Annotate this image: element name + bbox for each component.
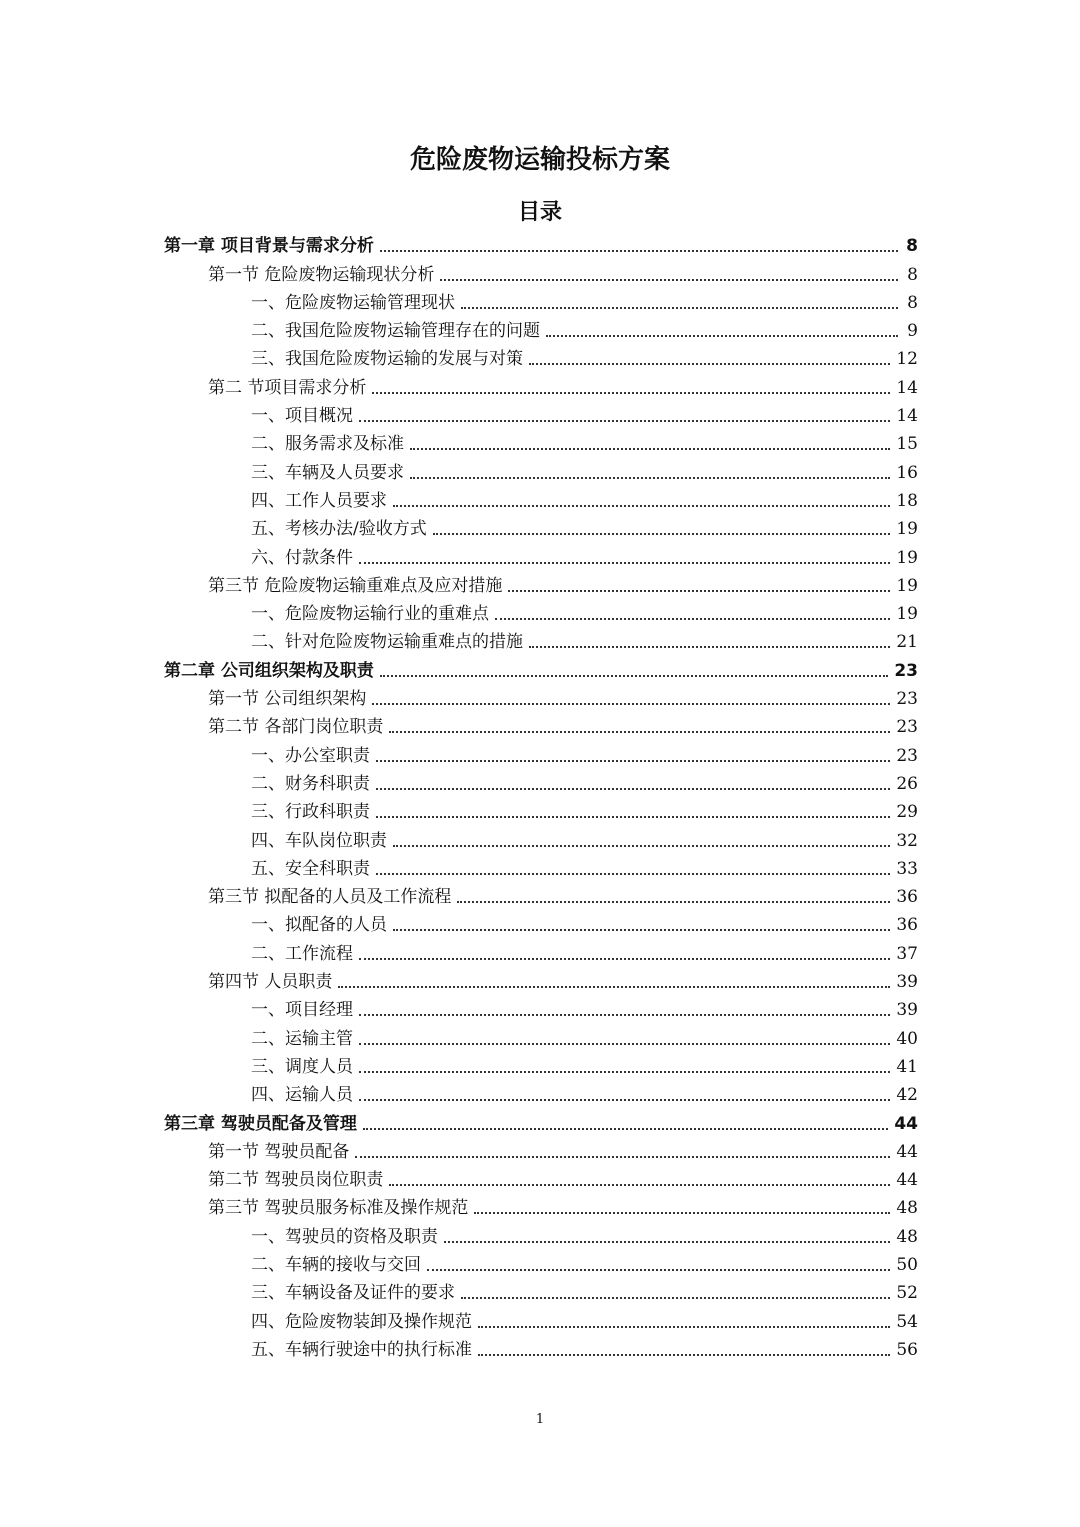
toc-dot-leader	[359, 1014, 890, 1016]
toc-entry-title: 第二章 公司组织架构及职责	[164, 660, 374, 681]
toc-entry-title: 三、车辆设备及证件的要求	[251, 1283, 455, 1304]
toc-entry-level-3[interactable]	[164, 1336, 918, 1364]
toc-entry-page: 21	[896, 632, 918, 653]
toc-entry-page: 54	[896, 1311, 918, 1332]
toc-entry-title: 二、服务需求及标准	[251, 434, 404, 455]
toc-entry-level-2[interactable]	[164, 883, 918, 911]
toc-entry-title: 第三节 危险废物运输重难点及应对措施	[208, 575, 503, 596]
toc-dot-leader	[376, 873, 890, 875]
toc-dot-leader	[444, 1241, 890, 1243]
toc-entry-level-3[interactable]	[164, 855, 918, 883]
toc-heading: 目录	[517, 200, 562, 225]
toc-entry-page: 8	[906, 236, 918, 257]
toc-entry-title: 三、车辆及人员要求	[251, 462, 404, 483]
toc-entry-title: 第四节 人员职责	[208, 972, 333, 993]
toc-entry-page: 44	[894, 1113, 918, 1134]
toc-dot-leader	[461, 307, 898, 309]
toc-entry-level-3[interactable]	[164, 741, 918, 769]
page-number: 1	[535, 1412, 545, 1427]
toc-dot-leader	[359, 958, 890, 960]
toc-entry-title: 第三节 拟配备的人员及工作流程	[208, 887, 452, 908]
toc-dot-leader	[393, 845, 890, 847]
toc-dot-leader	[380, 250, 898, 252]
toc-dot-leader	[478, 1326, 890, 1328]
toc-entry-title: 第二节 各部门岗位职责	[208, 717, 384, 738]
toc-dot-leader	[393, 929, 890, 931]
toc-entry-title: 第一节 危险废物运输现状分析	[208, 264, 435, 285]
toc-entry-title: 一、驾驶员的资格及职责	[251, 1226, 438, 1247]
toc-entry-page: 23	[896, 717, 918, 738]
toc-dot-leader	[461, 1297, 890, 1299]
toc-entry-page: 19	[896, 575, 918, 596]
toc-entry-level-3[interactable]	[164, 289, 918, 317]
toc-entry-level-1[interactable]	[164, 1109, 918, 1137]
toc-dot-leader	[433, 533, 891, 535]
toc-entry-page: 29	[896, 802, 918, 823]
toc-entry-level-2[interactable]	[164, 1138, 918, 1166]
toc-entry-page: 14	[896, 377, 918, 398]
toc-entry-level-3[interactable]	[164, 826, 918, 854]
toc-entry-title: 一、危险废物运输管理现状	[251, 292, 455, 313]
toc-entry-page: 50	[896, 1254, 918, 1275]
toc-entry-title: 一、办公室职责	[251, 745, 370, 766]
toc-entry-level-3[interactable]	[164, 458, 918, 486]
toc-entry-title: 第一节 驾驶员配备	[208, 1141, 350, 1162]
toc-entry-page: 18	[896, 490, 918, 511]
toc-entry-title: 第一节 公司组织架构	[208, 689, 367, 710]
toc-entry-level-2[interactable]	[164, 1194, 918, 1222]
toc-dot-leader	[359, 1099, 890, 1101]
toc-dot-leader	[359, 420, 890, 422]
toc-entry-page: 23	[894, 660, 918, 681]
toc-entry-level-3[interactable]	[164, 1024, 918, 1052]
toc-entry-title: 第三章 驾驶员配备及管理	[164, 1113, 357, 1134]
toc-entry-title: 二、车辆的接收与交回	[251, 1254, 421, 1275]
toc-dot-leader	[440, 279, 898, 281]
toc-entry-page: 41	[896, 1056, 918, 1077]
toc-dot-leader	[410, 477, 890, 479]
toc-dot-leader	[338, 986, 890, 988]
toc-entry-title: 一、危险废物运输行业的重难点	[251, 604, 489, 625]
toc-entry-title: 三、调度人员	[251, 1056, 353, 1077]
toc-entry-title: 第一章 项目背景与需求分析	[164, 236, 374, 257]
toc-entry-page: 19	[896, 547, 918, 568]
toc-entry-level-2[interactable]	[164, 373, 918, 401]
toc-entry-page: 19	[896, 519, 918, 540]
toc-entry-level-2[interactable]	[164, 260, 918, 288]
toc-entry-page: 32	[896, 830, 918, 851]
toc-entry-title: 三、我国危险废物运输的发展与对策	[251, 349, 523, 370]
toc-entry-title: 二、针对危险废物运输重难点的措施	[251, 632, 523, 653]
toc-dot-leader	[393, 505, 890, 507]
toc-entry-level-3[interactable]	[164, 402, 918, 430]
toc-dot-leader	[359, 1071, 890, 1073]
toc-entry-level-3[interactable]	[164, 939, 918, 967]
toc-dot-leader	[359, 562, 890, 564]
toc-entry-level-3[interactable]	[164, 770, 918, 798]
toc-dot-leader	[376, 788, 890, 790]
toc-entry-level-3[interactable]	[164, 600, 918, 628]
toc-entry-page: 39	[896, 972, 918, 993]
toc-entry-title: 五、安全科职责	[251, 858, 370, 879]
toc-entry-level-3[interactable]	[164, 628, 918, 656]
toc-dot-leader	[529, 363, 890, 365]
toc-entry-level-1[interactable]	[164, 656, 918, 684]
toc-entry-title: 第二 节项目需求分析	[208, 377, 367, 398]
toc-entry-page: 8	[907, 264, 918, 285]
toc-dot-leader	[508, 590, 890, 592]
toc-entry-level-3[interactable]	[164, 515, 918, 543]
toc-dot-leader	[389, 1184, 890, 1186]
toc-entry-level-3[interactable]	[164, 996, 918, 1024]
toc-entry-page: 9	[907, 321, 918, 342]
toc-entry-level-3[interactable]	[164, 317, 918, 345]
toc-entry-title: 四、车队岗位职责	[251, 830, 387, 851]
toc-entry-level-3[interactable]	[164, 345, 918, 373]
toc-entry-level-3[interactable]	[164, 1279, 918, 1307]
toc-entry-level-2[interactable]	[164, 968, 918, 996]
toc-entry-level-3[interactable]	[164, 543, 918, 571]
toc-entry-title: 五、考核办法/验收方式	[251, 519, 427, 540]
toc-entry-page: 39	[896, 1000, 918, 1021]
toc-entry-page: 36	[896, 915, 918, 936]
toc-entry-page: 19	[896, 604, 918, 625]
toc-entry-page: 12	[896, 349, 918, 370]
toc-entry-level-3[interactable]	[164, 911, 918, 939]
toc-entry-page: 37	[896, 943, 918, 964]
toc-entry-title: 三、行政科职责	[251, 802, 370, 823]
toc-dot-leader	[478, 1354, 890, 1356]
toc-dot-leader	[372, 703, 890, 705]
toc-entry-page: 8	[907, 292, 918, 313]
toc-entry-title: 二、工作流程	[251, 943, 353, 964]
toc-entry-level-3[interactable]	[164, 487, 918, 515]
document-title: 危险废物运输投标方案	[409, 145, 670, 175]
toc-entry-level-3[interactable]	[164, 1222, 918, 1250]
toc-entry-title: 一、项目经理	[251, 1000, 353, 1021]
toc-entry-title: 四、运输人员	[251, 1085, 353, 1106]
toc-entry-level-3[interactable]	[164, 1307, 918, 1335]
toc-dot-leader	[363, 1128, 888, 1130]
toc-dot-leader	[427, 1269, 890, 1271]
toc-entry-page: 56	[896, 1339, 918, 1360]
toc-entry-page: 23	[896, 745, 918, 766]
toc-entry-page: 40	[896, 1028, 918, 1049]
toc-entry-page: 44	[896, 1141, 918, 1162]
toc-entry-title: 一、项目概况	[251, 406, 353, 427]
toc-dot-leader	[380, 675, 888, 677]
toc-entry-page: 52	[896, 1283, 918, 1304]
toc-entry-page: 16	[896, 462, 918, 483]
toc-entry-title: 第二节 驾驶员岗位职责	[208, 1170, 384, 1191]
toc-entry-title: 四、工作人员要求	[251, 490, 387, 511]
toc-entry-level-2[interactable]	[164, 713, 918, 741]
toc-dot-leader	[376, 760, 890, 762]
toc-entry-page: 48	[896, 1198, 918, 1219]
toc-dot-leader	[376, 816, 890, 818]
toc-entry-title: 五、车辆行驶途中的执行标准	[251, 1339, 472, 1360]
toc-entry-title: 四、危险废物装卸及操作规范	[251, 1311, 472, 1332]
toc-entry-page: 42	[896, 1085, 918, 1106]
toc-entry-level-3[interactable]	[164, 1053, 918, 1081]
toc-entry-page: 44	[896, 1170, 918, 1191]
toc-entry-level-3[interactable]	[164, 430, 918, 458]
toc-dot-leader	[546, 335, 898, 337]
toc-entry-level-3[interactable]	[164, 798, 918, 826]
toc-entry-page: 33	[896, 858, 918, 879]
toc-entry-level-3[interactable]	[164, 1081, 918, 1109]
toc-entry-title: 第三节 驾驶员服务标准及操作规范	[208, 1198, 469, 1219]
toc-entry-title: 一、拟配备的人员	[251, 915, 387, 936]
toc-entry-page: 48	[896, 1226, 918, 1247]
toc-dot-leader	[529, 646, 890, 648]
toc-dot-leader	[457, 901, 890, 903]
toc-entry-level-3[interactable]	[164, 1251, 918, 1279]
toc-entry-title: 二、我国危险废物运输管理存在的问题	[251, 321, 540, 342]
toc-entry-title: 二、财务科职责	[251, 773, 370, 794]
toc-entry-page: 14	[896, 406, 918, 427]
toc-dot-leader	[389, 731, 890, 733]
toc-dot-leader	[372, 392, 890, 394]
toc-entry-title: 六、付款条件	[251, 547, 353, 568]
toc-dot-leader	[495, 618, 890, 620]
toc-dot-leader	[355, 1156, 890, 1158]
toc-entry-level-2[interactable]	[164, 572, 918, 600]
toc-entry-page: 15	[896, 434, 918, 455]
toc-entry-page: 26	[896, 773, 918, 794]
toc-dot-leader	[410, 448, 890, 450]
toc-entry-page: 23	[896, 689, 918, 710]
toc-entry-title: 二、运输主管	[251, 1028, 353, 1049]
toc-entry-page: 36	[896, 887, 918, 908]
toc-entry-level-2[interactable]	[164, 1166, 918, 1194]
toc-dot-leader	[359, 1043, 890, 1045]
table-of-contents	[164, 232, 918, 1364]
toc-dot-leader	[474, 1212, 890, 1214]
toc-entry-level-1[interactable]	[164, 232, 918, 260]
toc-entry-level-2[interactable]	[164, 685, 918, 713]
